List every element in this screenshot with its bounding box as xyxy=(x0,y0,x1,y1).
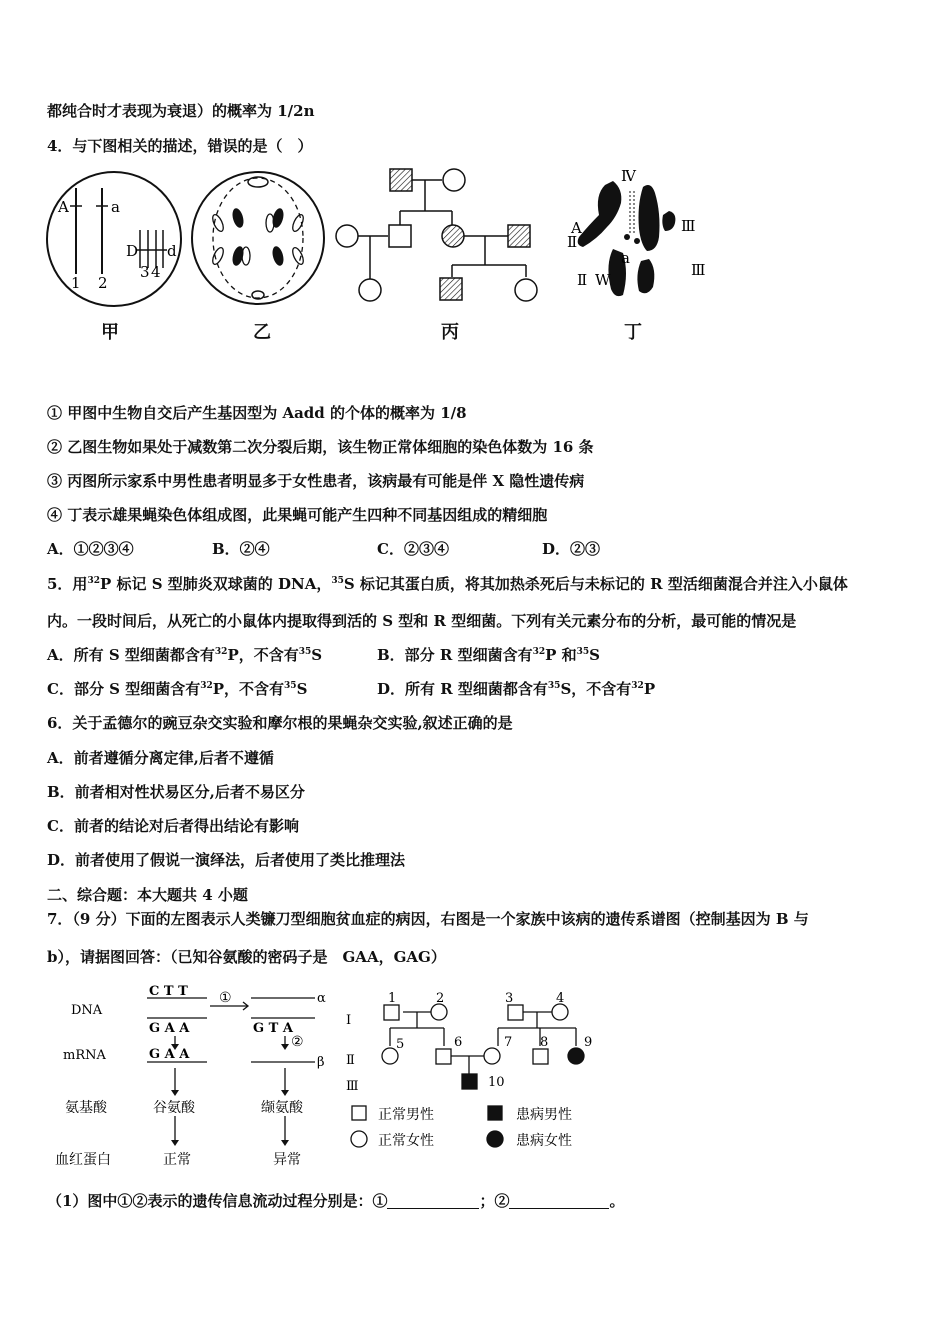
ped-num-4: 4 xyxy=(556,991,565,1006)
sc-abnormal: 异常 xyxy=(273,1152,301,1168)
q4-stem: 4．与下图相关的描述，错误的是（ ） xyxy=(47,137,313,155)
ding-label-IV: Ⅳ xyxy=(621,167,636,185)
answer-blank-1[interactable] xyxy=(387,1192,479,1209)
ped-gen-1: Ⅰ xyxy=(346,1013,352,1028)
q6-option-a: A．前者遵循分离定律,后者不遵循 xyxy=(47,749,274,767)
ped-num-3: 3 xyxy=(505,991,514,1006)
q4-option-d: D．②③ xyxy=(542,540,601,558)
jia-label-d: d xyxy=(167,242,177,260)
sc-ctt: C T T xyxy=(149,984,188,999)
q4-option-c: C．②③④ xyxy=(377,540,449,558)
ped-num-5: 5 xyxy=(396,1037,405,1052)
sc-normal: 正常 xyxy=(163,1152,191,1168)
caption-bing: 丙 xyxy=(441,322,459,343)
q6-option-b: B．前者相对性状易区分,后者不易区分 xyxy=(47,783,305,801)
sc-row-mrna: mRNA xyxy=(63,1048,106,1063)
sc-circ-2: ② xyxy=(291,1034,304,1050)
sc-gta: G T A xyxy=(253,1021,293,1036)
jia-label-D: D xyxy=(126,242,139,260)
q7-sub-1: （1）图中①②表示的遗传信息流动过程分别是：① ；② 。 xyxy=(47,1192,625,1210)
sc-val: 缬氨酸 xyxy=(261,1100,303,1116)
legend-affected-female: 患病女性 xyxy=(516,1133,572,1149)
ding-label-III-bot: Ⅲ xyxy=(691,261,706,279)
ped-num-1: 1 xyxy=(388,991,397,1006)
q5-line-2: 内。一段时间后，从死亡的小鼠体内提取得到活的 S 型和 R 型细菌。下列有关元素分布的分析，最可能的情况是 xyxy=(47,612,797,630)
sc-beta: β xyxy=(317,1055,325,1070)
ped-num-7: 7 xyxy=(504,1035,513,1050)
ding-label-A: A xyxy=(571,219,582,237)
figure-sickle-cell xyxy=(55,982,345,1172)
ped-num-2: 2 xyxy=(436,991,445,1006)
legend-affected-male: 患病男性 xyxy=(516,1107,572,1123)
sc-circ-1: ① xyxy=(219,990,232,1006)
ped-num-10: 10 xyxy=(488,1075,505,1090)
figure-ding xyxy=(565,165,715,305)
figure-jia xyxy=(44,168,184,310)
jia-num-1: 1 xyxy=(71,274,81,292)
q6-option-c: C．前者的结论对后者得出结论有影响 xyxy=(47,817,299,835)
ding-label-a: a xyxy=(621,249,630,267)
sc-row-hb: 血红蛋白 xyxy=(55,1152,111,1168)
ped-num-6: 6 xyxy=(454,1035,463,1050)
q4-option-b: B．②④ xyxy=(212,540,270,558)
q4-statement-2: ② 乙图生物如果处于减数第二次分裂后期，该生物正常体细胞的染色体数为 16 条 xyxy=(47,438,594,456)
q5-option-d: D．所有 R 型细菌都含有$^{35}$S，不含有$^{32}$P xyxy=(377,680,656,698)
ding-label-II-top: Ⅱ xyxy=(567,233,578,251)
legend-normal-male: 正常男性 xyxy=(378,1107,434,1123)
q7-line-2: b），请据图回答：（已知谷氨酸的密码子是 GAA，GAG） xyxy=(47,948,446,966)
jia-num-4: 4 xyxy=(151,263,161,281)
sc-gaa-dna: G A A xyxy=(149,1021,190,1036)
jia-label-a: a xyxy=(111,198,120,216)
sc-alpha: α xyxy=(317,991,326,1006)
caption-ding: 丁 xyxy=(624,322,642,343)
q4-statement-1: ① 甲图中生物自交后产生基因型为 Aadd 的个体的概率为 1/8 xyxy=(47,404,467,422)
q4-statement-4: ④ 丁表示雄果蝇染色体组成图，此果蝇可能产生四种不同基因组成的精细胞 xyxy=(47,506,548,524)
top-line: 都纯合时才表现为衰退）的概率为 1/2n xyxy=(47,102,315,120)
sc-glu: 谷氨酸 xyxy=(153,1100,195,1116)
ped-gen-2: Ⅱ xyxy=(346,1053,355,1068)
figure-pedigree-q7 xyxy=(340,988,610,1158)
sc-row-dna: DNA xyxy=(71,1003,103,1018)
q7-line-1: 7．（9 分）下面的左图表示人类镰刀型细胞贫血症的病因，右图是一个家族中该病的遗传系谱图（控制基因为 B 与 xyxy=(47,910,809,928)
jia-label-A: A xyxy=(58,198,69,216)
figure-bing xyxy=(330,165,550,305)
q4-option-a: A．①②③④ xyxy=(47,540,134,558)
answer-blank-2[interactable] xyxy=(509,1192,609,1209)
figure-yi xyxy=(190,168,330,310)
q5-option-c: C．部分 S 型细菌含有$^{32}$P，不含有$^{35}$S xyxy=(47,680,308,698)
ding-label-II-bot: Ⅱ xyxy=(577,271,588,289)
legend-normal-female: 正常女性 xyxy=(378,1133,434,1149)
sc-row-aa: 氨基酸 xyxy=(65,1100,107,1116)
caption-jia: 甲 xyxy=(101,322,119,343)
jia-num-2: 2 xyxy=(98,274,108,292)
section-2-heading: 二、综合题：本大题共 4 小题 xyxy=(47,886,248,904)
ding-label-III-top: Ⅲ xyxy=(681,217,696,235)
caption-yi: 乙 xyxy=(253,322,271,343)
q5-line-1: 5．用$^{32}$P 标记 S 型肺炎双球菌的 DNA，$^{35}$S 标记其蛋白质，将其加热杀死后与未标记的 R 型活细菌混合并注入小鼠体 xyxy=(47,575,848,593)
q4-statement-3: ③ 丙图所示家系中男性患者明显多于女性患者，该病最有可能是伴 X 隐性遗传病 xyxy=(47,472,585,490)
q6-option-d: D．前者使用了假说一演绎法，后者使用了类比推理法 xyxy=(47,851,406,869)
ped-num-9: 9 xyxy=(584,1035,593,1050)
q5-option-a: A．所有 S 型细菌都含有$^{32}$P，不含有$^{35}$S xyxy=(47,646,323,664)
sc-gaa-mrna: G A A xyxy=(149,1047,190,1062)
ding-label-W: W xyxy=(595,271,611,289)
ped-num-8: 8 xyxy=(540,1035,549,1050)
ped-gen-3: Ⅲ xyxy=(346,1079,359,1094)
jia-num-3: 3 xyxy=(140,263,150,281)
q5-option-b: B．部分 R 型细菌含有$^{32}$P 和$^{35}$S xyxy=(377,646,601,664)
q6-stem: 6．关于孟德尔的豌豆杂交实验和摩尔根的果蝇杂交实验,叙述正确的是 xyxy=(47,714,513,732)
